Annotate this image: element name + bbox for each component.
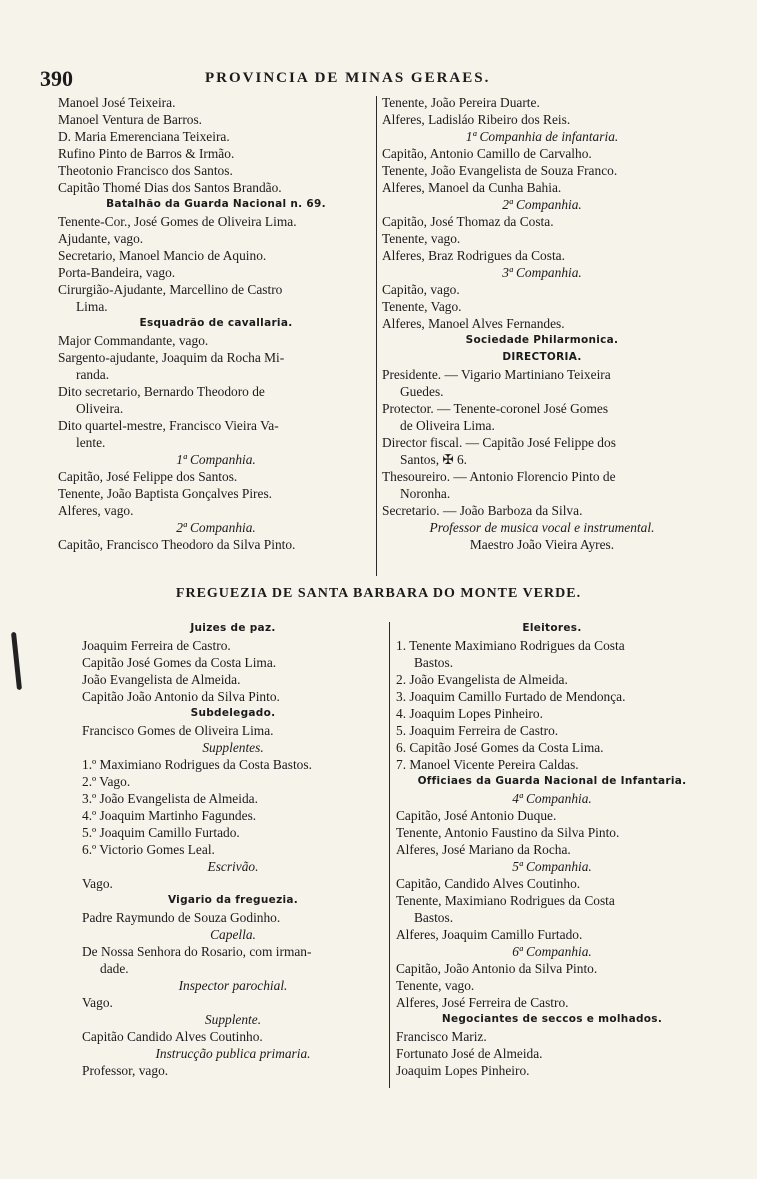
top-left-line: Porta-Bandeira, vago. [58,265,176,280]
top-left-line: Dito quartel-mestre, Francisco Vieira Va- [58,418,279,433]
bottom-left-line: 2.º Vago. [82,774,131,789]
bottom-right-line: Francisco Mariz. [396,1029,487,1044]
bottom-left-column [82,620,384,1079]
top-right-line: Tenente, João Evangelista de Souza Franco. [382,163,618,178]
top-left-line: Capitão, Francisco Theodoro da Silva Pinto. [58,537,296,552]
top-right-line: Alferes, Ladisláo Ribeiro dos Reis. [382,112,571,127]
top-right-line: Sociedade Philarmonica. [465,334,619,346]
bottom-right-line: 3. Joaquim Camillo Furtado de Mendonça. [396,689,626,704]
top-left-line: Cirurgião-Ajudante, Marcellino de Castro [58,282,283,297]
bottom-right-line: 6ª Companhia. [512,944,592,959]
bottom-right-line: Tenente, Maximiano Rodrigues da Costa [396,893,615,908]
top-right-line: Capitão, José Thomaz da Costa. [382,214,554,229]
margin-ink-mark [11,632,22,690]
bottom-left-line: Supplentes. [202,740,264,755]
bottom-right-line: 5. Joaquim Ferreira de Castro. [396,723,559,738]
top-right-line: Guedes. [400,384,444,399]
bottom-right-line: Capitão, José Antonio Duque. [396,808,557,823]
bottom-left-line: Escrivão. [207,859,259,874]
bottom-right-line: Alferes, Joaquim Camillo Furtado. [396,927,583,942]
top-right-line: Maestro João Vieira Ayres. [469,537,615,552]
bottom-right-line: Alferes, José Ferreira de Castro. [396,995,569,1010]
bottom-right-line: 7. Manoel Vicente Pereira Caldas. [396,757,579,772]
top-left-line: Oliveira. [76,401,124,416]
page-number: 390 [40,66,73,91]
bottom-right-line: Negociantes de seccos e molhados. [441,1013,663,1025]
bottom-left-line: Padre Raymundo de Souza Godinho. [82,910,281,925]
bottom-right-line: 4. Joaquim Lopes Pinheiro. [396,706,543,721]
bottom-left-line: Capitão João Antonio da Silva Pinto. [82,689,280,704]
top-left-line: Ajudante, vago. [58,231,144,246]
bottom-left-line: Francisco Gomes de Oliveira Lima. [82,723,274,738]
top-right-line: DIRECTORIA. [502,351,582,363]
bottom-right-line: Capitão, João Antonio da Silva Pinto. [396,961,598,976]
top-left-line: Batalhão da Guarda Nacional n. 69. [106,198,326,210]
top-right-line: Tenente, vago. [382,231,461,246]
bottom-right-line: Bastos. [414,910,454,925]
bottom-left-line: dade. [100,961,129,976]
bottom-right-line: 6. Capitão José Gomes da Costa Lima. [396,740,604,755]
top-right-line: Alferes, Braz Rodrigues da Costa. [382,248,565,263]
bottom-left-line: 6.º Victorio Gomes Leal. [82,842,215,857]
top-right-line: Professor de musica vocal e instrumental. [429,520,655,535]
top-left-line: Theotonio Francisco dos Santos. [58,163,233,178]
bottom-right-line: 2. João Evangelista de Almeida. [396,672,568,687]
top-left-line: 2ª Companhia. [176,520,256,535]
bottom-right-line: Capitão, Candido Alves Coutinho. [396,876,581,891]
top-left-line: 1ª Companhia. [176,452,256,467]
top-right-line: Tenente, Vago. [382,299,462,314]
bottom-right-line: Fortunato José de Almeida. [396,1046,543,1061]
top-left-line: Major Commandante, vago. [58,333,209,348]
running-title: PROVINCIA DE MINAS GERAES. [205,70,491,86]
top-right-line: Tenente, João Pereira Duarte. [382,95,540,110]
top-right-line: Alferes, Manoel Alves Fernandes. [382,316,565,331]
top-left-line: Capitão Thomé Dias dos Santos Brandão. [58,180,282,195]
bottom-right-line: Tenente, vago. [396,978,475,993]
top-column-rule [376,96,377,576]
bottom-left-line: Capitão José Gomes da Costa Lima. [82,655,277,670]
bottom-left-line: Capella. [210,927,256,942]
bottom-left-line: Capitão Candido Alves Coutinho. [82,1029,263,1044]
top-left-line: Manoel José Teixeira. [58,95,176,110]
bottom-left-line: 3.º João Evangelista de Almeida. [82,791,258,806]
bottom-left-line: De Nossa Senhora do Rosario, com irman- [82,944,312,959]
top-right-line: Alferes, Manoel da Cunha Bahia. [382,180,562,195]
top-left-line: Esquadrão de cavallaria. [139,317,293,329]
bottom-right-line: Alferes, José Mariano da Rocha. [396,842,571,857]
bottom-right-line: 1. Tenente Maximiano Rodrigues da Costa [396,638,625,653]
top-right-line: Santos, ✠ 6. [400,452,468,467]
top-right-line: Director fiscal. — Capitão José Felippe dos [382,435,616,450]
top-right-line: Protector. — Tenente-coronel José Gomes [382,401,609,416]
bottom-left-line: Vago. [82,995,113,1010]
bottom-left-line: Instrucção publica primaria. [155,1046,311,1061]
bottom-left-line: Juizes de paz. [190,622,276,634]
top-right-column [382,94,702,553]
top-right-line: 2ª Companhia. [502,197,582,212]
bottom-right-line: 5ª Companhia. [512,859,592,874]
top-left-line: Alferes, vago. [58,503,134,518]
bottom-column-rule [389,622,390,1088]
bottom-left-line: 4.º Joaquim Martinho Fagundes. [82,808,257,823]
top-left-line: Tenente-Cor., José Gomes de Oliveira Lima. [58,214,297,229]
bottom-left-line: Joaquim Ferreira de Castro. [82,638,231,653]
bottom-right-line: Tenente, Antonio Faustino da Silva Pinto. [396,825,620,840]
bottom-right-line: 4ª Companhia. [512,791,592,806]
top-left-line: Tenente, João Baptista Gonçalves Pires. [58,486,273,501]
top-right-line: 1ª Companhia de infantaria. [465,129,619,144]
bottom-right-line: Eleitores. [522,622,582,634]
top-left-line: Lima. [76,299,108,314]
top-left-line: Capitão, José Felippe dos Santos. [58,469,238,484]
top-right-line: Capitão, Antonio Camillo de Carvalho. [382,146,592,161]
top-right-line: Capitão, vago. [382,282,460,297]
top-right-line: Secretario. — João Barboza da Silva. [382,503,583,518]
top-left-line: Rufino Pinto de Barros & Irmão. [58,146,235,161]
top-left-line: Sargento-ajudante, Joaquim da Rocha Mi- [58,350,285,365]
top-right-line: Presidente. — Vigario Martiniano Teixeira [382,367,611,382]
top-left-line: Manoel Ventura de Barros. [58,112,203,127]
bottom-left-line: Subdelegado. [190,707,276,719]
bottom-right-column [396,620,708,1079]
bottom-left-line: 5.º Joaquim Camillo Furtado. [82,825,240,840]
top-right-line: 3ª Companhia. [502,265,582,280]
top-right-line: de Oliveira Lima. [400,418,495,433]
bottom-left-line: Supplente. [204,1012,262,1027]
top-right-line: Noronha. [400,486,451,501]
top-left-line: lente. [76,435,106,450]
page-header [40,66,720,90]
top-left-line: Secretario, Manoel Mancio de Aquino. [58,248,267,263]
top-left-column [58,94,374,553]
bottom-left-line: Professor, vago. [82,1063,169,1078]
bottom-right-line: Bastos. [414,655,454,670]
section-title: FREGUEZIA DE SANTA BARBARA DO MONTE VERDE. [175,586,582,601]
top-left-line: randa. [76,367,110,382]
bottom-right-line: Joaquim Lopes Pinheiro. [396,1063,530,1078]
bottom-right-line: Officiaes da Guarda Nacional de Infantaria. [417,775,687,787]
bottom-left-line: Inspector parochial. [178,978,288,993]
top-right-line: Thesoureiro. — Antonio Florencio Pinto de [382,469,616,484]
bottom-left-line: Vago. [82,876,113,891]
top-left-line: D. Maria Emerenciana Teixeira. [58,129,230,144]
bottom-left-line: Vigario da freguezia. [167,894,299,906]
bottom-left-line: 1.º Maximiano Rodrigues da Costa Bastos. [82,757,312,772]
bottom-left-line: João Evangelista de Almeida. [82,672,241,687]
top-left-line: Dito secretario, Bernardo Theodoro de [58,384,265,399]
